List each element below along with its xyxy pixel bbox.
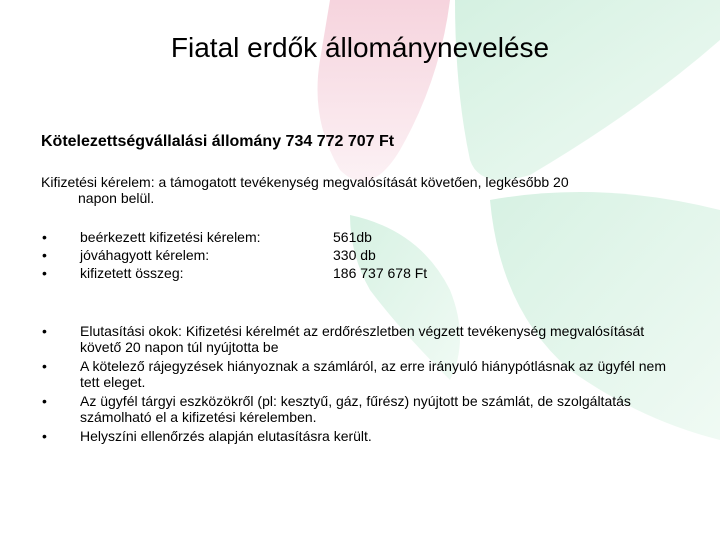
bullet-icon: •	[42, 358, 47, 374]
stat-value: 186 737 678 Ft	[333, 265, 428, 281]
list-item	[41, 393, 681, 425]
list-item	[41, 323, 681, 355]
bullet-icon: •	[42, 229, 47, 245]
stat-value: 561db	[333, 229, 372, 245]
bullet-icon: •	[42, 265, 47, 281]
list-item	[41, 246, 681, 264]
slide-subtitle: Kötelezettségvállalási állomány 734 772 707 Ft	[41, 133, 395, 150]
bullet-icon: •	[42, 428, 47, 444]
stats-list	[41, 228, 681, 282]
reason-text: Az ügyfél tárgyi eszközökről (pl: kesztyű, gáz, fűrész) nyújtott be számlát, de szolgáltatás számolható el a kifizetési kérelemben.	[80, 393, 631, 425]
stat-label: kifizetett összeg:	[80, 265, 184, 281]
intro-line-1: Kifizetési kérelem: a támogatott tevékenység megvalósítását követően, legkésőbb 20	[41, 174, 569, 190]
list-item	[41, 228, 681, 246]
rejection-reasons-list	[41, 323, 681, 447]
reason-text: Elutasítási okok: Kifizetési kérelmét az erdőrészletben végzett tevékenység megvalósítását követő 20 napon túl nyújtotta be	[80, 323, 645, 355]
list-item	[41, 264, 681, 282]
slide-title: Fiatal erdők állománynevelése	[170, 32, 550, 63]
intro-paragraph	[41, 174, 681, 206]
bullet-icon: •	[42, 247, 47, 263]
reason-text: Helyszíni ellenőrzés alapján elutasításra került.	[80, 428, 372, 444]
stat-label: jóváhagyott kérelem:	[80, 247, 210, 263]
bullet-icon: •	[42, 323, 47, 339]
reason-text: A kötelező rájegyzések hiányoznak a számláról, az erre irányuló hiánypótlásnak az ügyfél nem tett eleget.	[80, 358, 666, 390]
stat-label: beérkezett kifizetési kérelem:	[80, 229, 261, 245]
list-item	[41, 358, 681, 390]
list-item	[41, 428, 681, 444]
intro-line-2: napon belül.	[78, 190, 155, 206]
bullet-icon: •	[42, 393, 47, 409]
stat-value: 330 db	[333, 247, 376, 263]
